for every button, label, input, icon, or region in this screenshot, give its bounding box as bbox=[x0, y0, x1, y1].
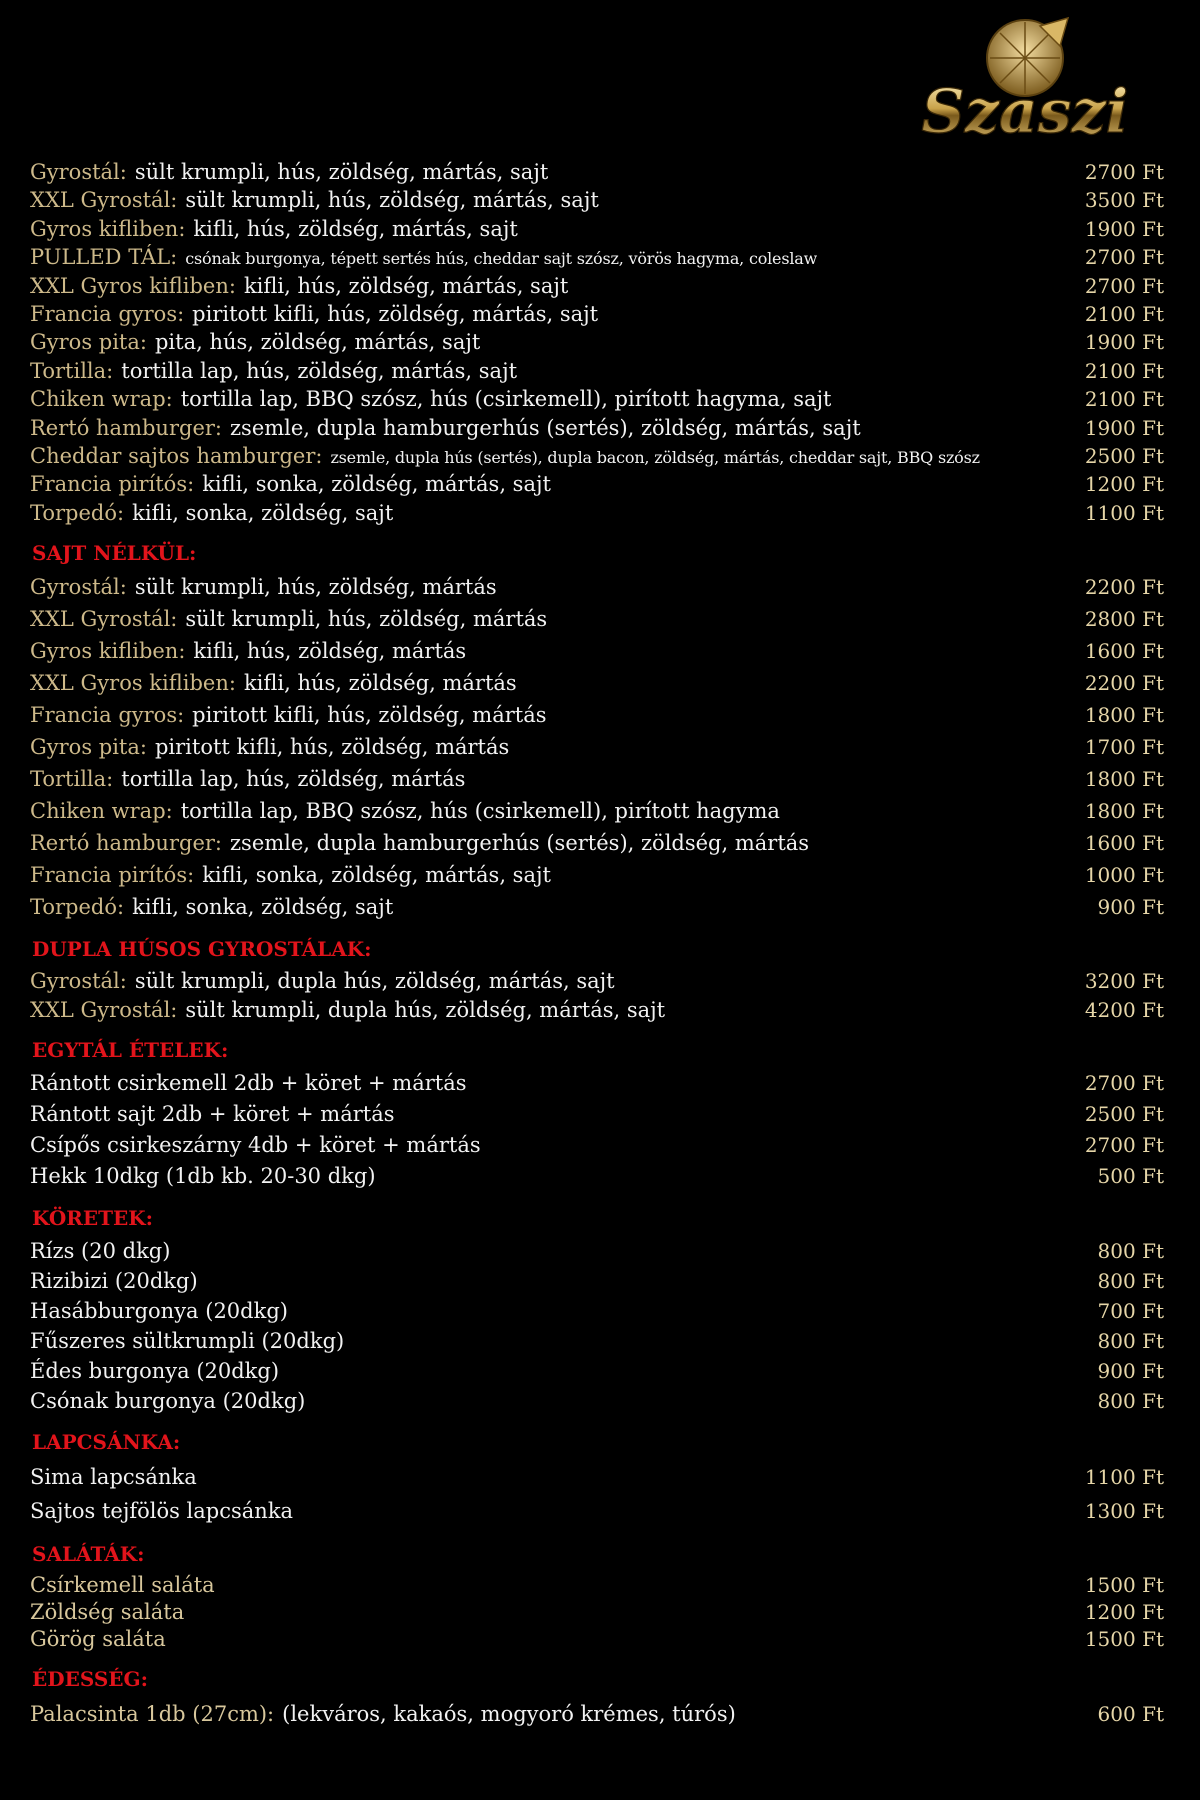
item-name: Chiken wrap: bbox=[30, 387, 173, 412]
item-price: 1500 Ft bbox=[1084, 1627, 1164, 1652]
item-price: 2100 Ft bbox=[1084, 387, 1164, 412]
menu-item bbox=[30, 158, 1170, 186]
section-title: SAJT NÉLKÜL: bbox=[32, 541, 197, 566]
item-name: XXL Gyrostál: bbox=[30, 188, 178, 213]
item-price: 2100 Ft bbox=[1084, 358, 1164, 383]
item-text bbox=[30, 827, 809, 859]
item-text bbox=[30, 699, 547, 731]
section-title: KÖRETEK: bbox=[32, 1206, 154, 1231]
item-text bbox=[30, 1266, 198, 1296]
item-price: 1900 Ft bbox=[1084, 330, 1164, 355]
item-name: XXL Gyros kifliben: bbox=[30, 273, 236, 298]
item-text bbox=[30, 470, 551, 498]
item-price: 2700 Ft bbox=[1084, 160, 1164, 184]
pizza-logo-icon bbox=[890, 14, 1160, 144]
dupla-husos-section bbox=[30, 935, 1170, 1024]
item-price: 700 Ft bbox=[1097, 1299, 1164, 1324]
menu-item bbox=[30, 414, 1170, 442]
item-price: 1600 Ft bbox=[1084, 831, 1164, 856]
item-price: 2700 Ft bbox=[1084, 245, 1164, 270]
salatak-section bbox=[30, 1540, 1170, 1653]
item-name: Gyros pita: bbox=[30, 735, 147, 760]
item-text bbox=[30, 1296, 288, 1326]
menu-item bbox=[30, 442, 1170, 470]
item-name: Gyros kifliben: bbox=[30, 639, 186, 664]
item-name: Hasábburgonya (20dkg) bbox=[30, 1299, 288, 1324]
item-price: 2700 Ft bbox=[1084, 1133, 1164, 1158]
item-text bbox=[30, 385, 831, 413]
item-price: 2700 Ft bbox=[1084, 273, 1164, 298]
menu-item bbox=[30, 1626, 1170, 1653]
item-text bbox=[30, 603, 547, 635]
item-name: Palacsinta 1db (27cm): bbox=[30, 1702, 275, 1727]
menu-item bbox=[30, 1236, 1170, 1266]
item-price: 2500 Ft bbox=[1084, 1102, 1164, 1127]
item-text bbox=[30, 1130, 481, 1161]
item-name: Csónak burgonya (20dkg) bbox=[30, 1389, 306, 1414]
menu-item bbox=[30, 603, 1170, 635]
item-text bbox=[30, 571, 497, 603]
menu-list bbox=[30, 158, 1170, 1731]
item-description: kifli, sonka, zöldség, sajt bbox=[132, 895, 394, 920]
menu-item bbox=[30, 328, 1170, 356]
item-price: 2100 Ft bbox=[1084, 301, 1164, 326]
menu-item bbox=[30, 731, 1170, 763]
item-name: Torpedó: bbox=[30, 895, 125, 920]
item-name: Rertó hamburger: bbox=[30, 831, 222, 856]
menu-item bbox=[30, 357, 1170, 385]
item-text bbox=[30, 1599, 184, 1626]
item-description: (lekváros, kakaós, mogyoró krémes, túrós) bbox=[282, 1702, 736, 1727]
item-price: 2500 Ft bbox=[1084, 443, 1164, 468]
item-price: 1300 Ft bbox=[1084, 1499, 1164, 1524]
menu-item bbox=[30, 385, 1170, 413]
menu-item bbox=[30, 186, 1170, 214]
section-title: DUPLA HÚSOS GYROSTÁLAK: bbox=[32, 937, 372, 962]
item-text bbox=[30, 1356, 279, 1386]
item-text bbox=[30, 158, 548, 186]
item-price: 4200 Ft bbox=[1084, 997, 1164, 1022]
item-description: kifli, sonka, zöldség, sajt bbox=[132, 500, 394, 525]
item-description: sült krumpli, hús, zöldség, mártás, sajt bbox=[185, 188, 599, 213]
brand-logo bbox=[890, 14, 1160, 144]
edesseg-section bbox=[30, 1665, 1170, 1731]
menu-item bbox=[30, 699, 1170, 731]
item-text bbox=[30, 1236, 170, 1266]
lapcsanka-section bbox=[30, 1428, 1170, 1528]
item-description: zsemle, dupla hamburgerhús (sertés), zöldség, mártás bbox=[229, 831, 810, 856]
item-name: Csírkemell saláta bbox=[30, 1573, 215, 1598]
menu-item bbox=[30, 1161, 1170, 1192]
menu-item bbox=[30, 215, 1170, 243]
item-text bbox=[30, 1068, 467, 1099]
item-price: 1200 Ft bbox=[1084, 1600, 1164, 1625]
item-name: Fűszeres sültkrumpli (20dkg) bbox=[30, 1329, 345, 1354]
menu-item bbox=[30, 763, 1170, 795]
menu-item bbox=[30, 891, 1170, 923]
menu-item bbox=[30, 859, 1170, 891]
item-price: 1900 Ft bbox=[1084, 216, 1164, 241]
item-description: tortilla lap, hús, zöldség, mártás bbox=[121, 767, 466, 792]
item-price: 1700 Ft bbox=[1084, 735, 1164, 760]
menu-item bbox=[30, 1099, 1170, 1130]
item-name: Gyrostál: bbox=[30, 575, 127, 600]
menu-item bbox=[30, 1130, 1170, 1161]
item-text bbox=[30, 1494, 293, 1528]
item-text bbox=[30, 1626, 166, 1653]
item-description: tortilla lap, BBQ szósz, hús (csirkemell), pirított hagyma bbox=[180, 799, 780, 824]
item-description: pita, hús, zöldség, mártás, sajt bbox=[154, 330, 481, 355]
item-text bbox=[30, 499, 393, 527]
item-text bbox=[30, 186, 599, 214]
item-text bbox=[30, 859, 551, 891]
item-name: Rizibizi (20dkg) bbox=[30, 1269, 198, 1294]
item-text bbox=[30, 731, 509, 763]
item-name: Francia gyros: bbox=[30, 703, 185, 728]
item-name: Francia pirítós: bbox=[30, 863, 195, 888]
item-text bbox=[30, 667, 517, 699]
item-description: kifli, hús, zöldség, mártás bbox=[193, 639, 467, 664]
item-description: kifli, hús, zöldség, mártás, sajt bbox=[193, 216, 518, 241]
item-description: kifli, sonka, zöldség, mártás, sajt bbox=[202, 472, 551, 497]
item-text bbox=[30, 1386, 305, 1416]
item-description: tortilla lap, BBQ szósz, hús (csirkemell), pirított hagyma, sajt bbox=[180, 387, 832, 412]
menu-item bbox=[30, 1356, 1170, 1386]
item-price: 600 Ft bbox=[1097, 1702, 1164, 1727]
item-price: 800 Ft bbox=[1097, 1389, 1164, 1414]
menu-item bbox=[30, 1326, 1170, 1356]
item-name: Chiken wrap: bbox=[30, 799, 173, 824]
item-description: sült krumpli, dupla hús, zöldség, mártás, sajt bbox=[134, 969, 615, 994]
item-name: Cheddar sajtos hamburger: bbox=[30, 443, 323, 468]
item-name: Sajtos tejfölös lapcsánka bbox=[30, 1499, 294, 1524]
item-text bbox=[30, 243, 817, 273]
item-name: Rántott csirkemell 2db + köret + mártás bbox=[30, 1071, 467, 1096]
item-name: Tortilla: bbox=[30, 767, 114, 792]
item-price: 1800 Ft bbox=[1084, 703, 1164, 728]
item-name: Gyrostál: bbox=[30, 160, 127, 184]
item-description: kifli, sonka, zöldség, mártás, sajt bbox=[202, 863, 551, 888]
item-name: Rántott sajt 2db + köret + mártás bbox=[30, 1102, 395, 1127]
item-name: Rízs (20 dkg) bbox=[30, 1239, 171, 1264]
item-name: Francia gyros: bbox=[30, 301, 185, 326]
item-text bbox=[30, 215, 518, 243]
menu-item bbox=[30, 1697, 1170, 1731]
menu-item bbox=[30, 470, 1170, 498]
item-description: sült krumpli, hús, zöldség, mártás bbox=[134, 575, 497, 600]
main-section bbox=[30, 158, 1170, 527]
item-text bbox=[30, 442, 980, 472]
menu-item bbox=[30, 272, 1170, 300]
menu-item bbox=[30, 1068, 1170, 1099]
item-price: 2700 Ft bbox=[1084, 1071, 1164, 1096]
item-price: 1800 Ft bbox=[1084, 767, 1164, 792]
menu-item bbox=[30, 1266, 1170, 1296]
sajt-nelkul-section bbox=[30, 539, 1170, 923]
item-description: zsemle, dupla hamburgerhús (sertés), zöldség, mártás, sajt bbox=[229, 415, 861, 440]
item-price: 1000 Ft bbox=[1084, 863, 1164, 888]
item-price: 3500 Ft bbox=[1084, 188, 1164, 213]
item-text bbox=[30, 1697, 736, 1731]
menu-item bbox=[30, 1599, 1170, 1626]
section-title: EGYTÁL ÉTELEK: bbox=[32, 1038, 229, 1063]
item-description: piritott kifli, hús, zöldség, mártás bbox=[154, 735, 510, 760]
item-text bbox=[30, 1099, 395, 1130]
menu-item bbox=[30, 243, 1170, 271]
item-name: Gyros pita: bbox=[30, 330, 147, 355]
item-text bbox=[30, 357, 517, 385]
item-price: 900 Ft bbox=[1097, 895, 1164, 920]
menu-item bbox=[30, 667, 1170, 699]
menu-item bbox=[30, 1386, 1170, 1416]
menu-item bbox=[30, 795, 1170, 827]
item-name: Görög saláta bbox=[30, 1627, 166, 1652]
item-text bbox=[30, 328, 480, 356]
item-description: sült krumpli, hús, zöldség, mártás, sajt bbox=[134, 160, 549, 184]
item-price: 3200 Ft bbox=[1084, 969, 1164, 994]
section-title: SALÁTÁK: bbox=[32, 1542, 145, 1567]
menu-item bbox=[30, 635, 1170, 667]
item-text bbox=[30, 763, 465, 795]
item-price: 500 Ft bbox=[1097, 1164, 1164, 1189]
item-text bbox=[30, 795, 780, 827]
item-price: 1100 Ft bbox=[1084, 500, 1164, 525]
item-text bbox=[30, 414, 861, 442]
egytal-section bbox=[30, 1036, 1170, 1192]
menu-item bbox=[30, 1296, 1170, 1326]
item-price: 800 Ft bbox=[1097, 1329, 1164, 1354]
item-name: Gyros kifliben: bbox=[30, 216, 186, 241]
menu-item bbox=[30, 827, 1170, 859]
item-price: 1200 Ft bbox=[1084, 472, 1164, 497]
menu-item bbox=[30, 1572, 1170, 1599]
koretek-section bbox=[30, 1204, 1170, 1416]
item-description: kifli, hús, zöldség, mártás bbox=[243, 671, 517, 696]
item-price: 1800 Ft bbox=[1084, 799, 1164, 824]
item-name: XXL Gyrostál: bbox=[30, 607, 178, 632]
item-description: sült krumpli, hús, zöldség, mártás bbox=[185, 607, 548, 632]
item-price: 2800 Ft bbox=[1084, 607, 1164, 632]
item-price: 1500 Ft bbox=[1084, 1573, 1164, 1598]
item-name: Hekk 10dkg (1db kb. 20-30 dkg) bbox=[30, 1164, 376, 1189]
item-name: Zöldség saláta bbox=[30, 1600, 185, 1625]
section-title: LAPCSÁNKA: bbox=[32, 1430, 181, 1455]
item-price: 2200 Ft bbox=[1084, 671, 1164, 696]
item-text bbox=[30, 996, 665, 1024]
item-name: Francia pirítós: bbox=[30, 472, 195, 497]
item-name: Édes burgonya (20dkg) bbox=[30, 1359, 280, 1384]
menu-item bbox=[30, 571, 1170, 603]
item-text bbox=[30, 635, 466, 667]
item-description: kifli, hús, zöldség, mártás, sajt bbox=[243, 273, 569, 298]
menu-item bbox=[30, 967, 1170, 996]
item-text bbox=[30, 1326, 344, 1356]
item-price: 900 Ft bbox=[1097, 1359, 1164, 1384]
item-price: 1900 Ft bbox=[1084, 415, 1164, 440]
item-description: tortilla lap, hús, zöldség, mártás, sajt bbox=[121, 358, 518, 383]
item-text bbox=[30, 891, 393, 923]
item-name: Sima lapcsánka bbox=[30, 1465, 197, 1490]
svg-text:Szaszi: Szaszi bbox=[921, 77, 1129, 144]
item-name: XXL Gyros kifliben: bbox=[30, 671, 236, 696]
item-description: sült krumpli, dupla hús, zöldség, mártás, sajt bbox=[185, 997, 666, 1022]
item-name: PULLED TÁL: bbox=[30, 245, 178, 270]
item-price: 2200 Ft bbox=[1084, 575, 1164, 600]
item-text bbox=[30, 300, 598, 328]
item-text bbox=[30, 1460, 197, 1494]
item-name: Rertó hamburger: bbox=[30, 415, 222, 440]
menu-item bbox=[30, 499, 1170, 527]
menu-item bbox=[30, 300, 1170, 328]
item-description: zsemle, dupla hús (sertés), dupla bacon, zöldség, mártás, cheddar sajt, BBQ szósz bbox=[330, 447, 980, 467]
item-text bbox=[30, 272, 568, 300]
item-description: csónak burgonya, tépett sertés hús, cheddar sajt szósz, vörös hagyma, coleslaw bbox=[185, 249, 818, 269]
item-text bbox=[30, 967, 615, 995]
item-name: XXL Gyrostál: bbox=[30, 997, 178, 1022]
section-title: ÉDESSÉG: bbox=[32, 1667, 148, 1692]
item-name: Csípős csirkeszárny 4db + köret + mártás bbox=[30, 1133, 481, 1158]
item-name: Gyrostál: bbox=[30, 969, 127, 994]
menu-item bbox=[30, 1460, 1170, 1494]
menu-item bbox=[30, 996, 1170, 1025]
item-description: piritott kifli, hús, zöldség, mártás bbox=[192, 703, 547, 728]
item-text bbox=[30, 1161, 376, 1192]
item-description: piritott kifli, hús, zöldség, mártás, sajt bbox=[192, 301, 599, 326]
item-name: Tortilla: bbox=[30, 358, 114, 383]
menu-item bbox=[30, 1494, 1170, 1528]
item-text bbox=[30, 1572, 215, 1599]
item-price: 1100 Ft bbox=[1084, 1465, 1164, 1490]
item-price: 800 Ft bbox=[1097, 1239, 1164, 1264]
item-name: Torpedó: bbox=[30, 500, 125, 525]
item-price: 800 Ft bbox=[1097, 1269, 1164, 1294]
item-price: 1600 Ft bbox=[1084, 639, 1164, 664]
